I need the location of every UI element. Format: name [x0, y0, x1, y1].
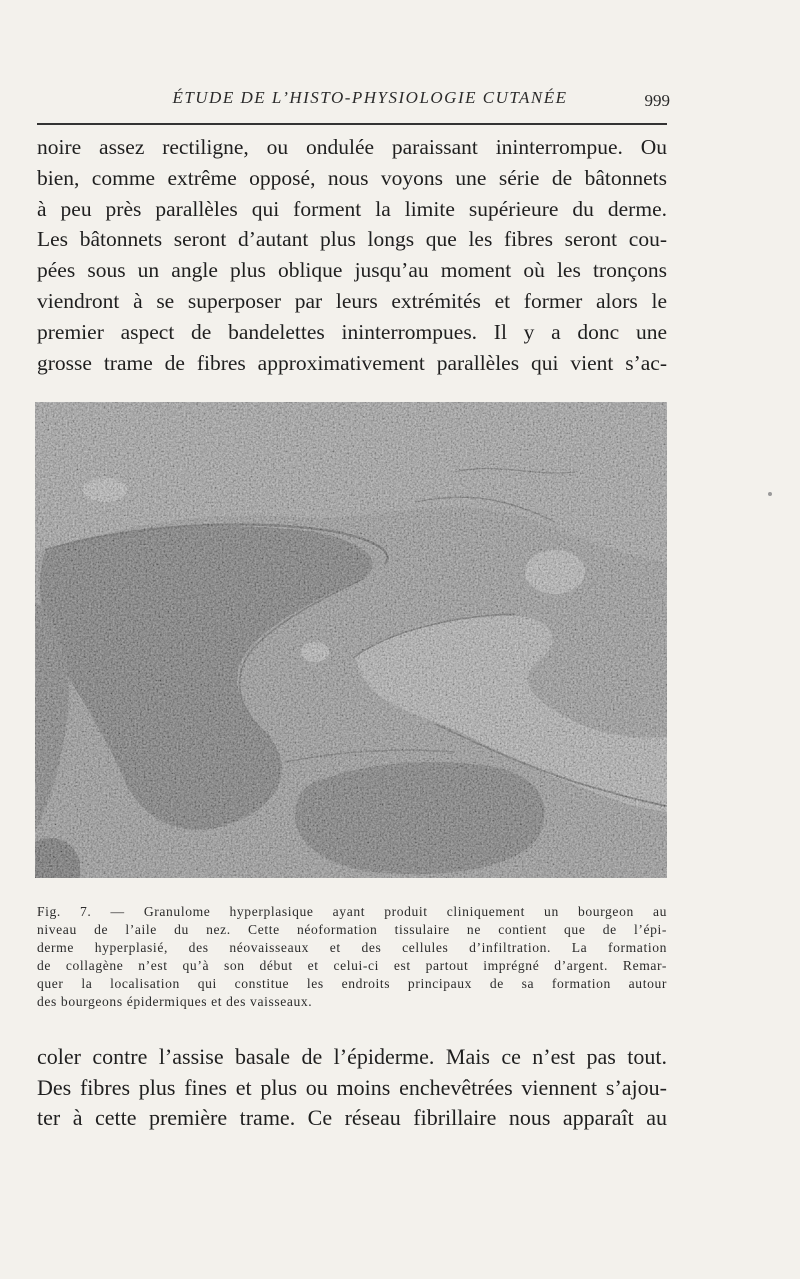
- text-line: pées sous un angle plus oblique jusqu’au moment où les tronçons: [37, 258, 667, 283]
- running-header: [37, 84, 670, 118]
- caption-line: des bourgeons épidermiques et des vaisseaux.: [37, 994, 313, 1009]
- text-line: ter à cette première trame. Ce réseau fibrillaire nous apparaît au: [37, 1105, 667, 1130]
- text-line: à peu près parallèles qui forment la limite supérieure du derme.: [37, 196, 667, 221]
- caption-line: niveau de l’aile du nez. Cette néoformation tissulaire ne contient que de l’épi-: [37, 922, 667, 937]
- header-rule: [37, 123, 667, 125]
- text-line: Des fibres plus fines et plus ou moins enchevêtrées viennent s’ajou-: [37, 1074, 667, 1100]
- text-line: bien, comme extrême opposé, nous voyons une série de bâtonnets: [37, 165, 667, 190]
- figure-caption: [37, 903, 667, 1011]
- caption-line: de collagène n’est qu’à son début et celui-ci est partout imprégné d’argent. Remar-: [37, 958, 667, 973]
- page-number: 999: [644, 91, 670, 110]
- paragraph-2: [37, 1042, 667, 1134]
- caption-line: quer la localisation qui constitue les endroits principaux de sa formation autour: [37, 976, 667, 991]
- text-line: Les bâtonnets seront d’autant plus longs que les fibres seront cou-: [37, 227, 667, 252]
- paragraph-1: [37, 132, 667, 378]
- text-line: noire assez rectiligne, ou ondulée paraissant ininterrompue. Ou: [37, 135, 667, 159]
- caption-line: derme hyperplasié, des néovaisseaux et des cellules d’infiltration. La formation: [37, 940, 667, 955]
- running-title: ÉTUDE DE L’HISTO-PHYSIOLOGIE CUTANÉE: [172, 88, 568, 107]
- text-line: grosse trame de fibres approximativement parallèles qui vient s’ac-: [37, 350, 667, 375]
- text-line: premier aspect de bandelettes ininterrompues. Il y a donc une: [37, 319, 667, 344]
- micrograph-figure: [35, 402, 667, 878]
- text-line: coler contre l’assise basale de l’épiderme. Mais ce n’est pas tout.: [37, 1044, 667, 1069]
- paper-speck: [768, 492, 772, 496]
- text-line: viendront à se superposer par leurs extrémités et former alors le: [37, 288, 667, 313]
- caption-line: Fig. 7. — Granulome hyperplasique ayant produit cliniquement un bourgeon au: [37, 904, 667, 919]
